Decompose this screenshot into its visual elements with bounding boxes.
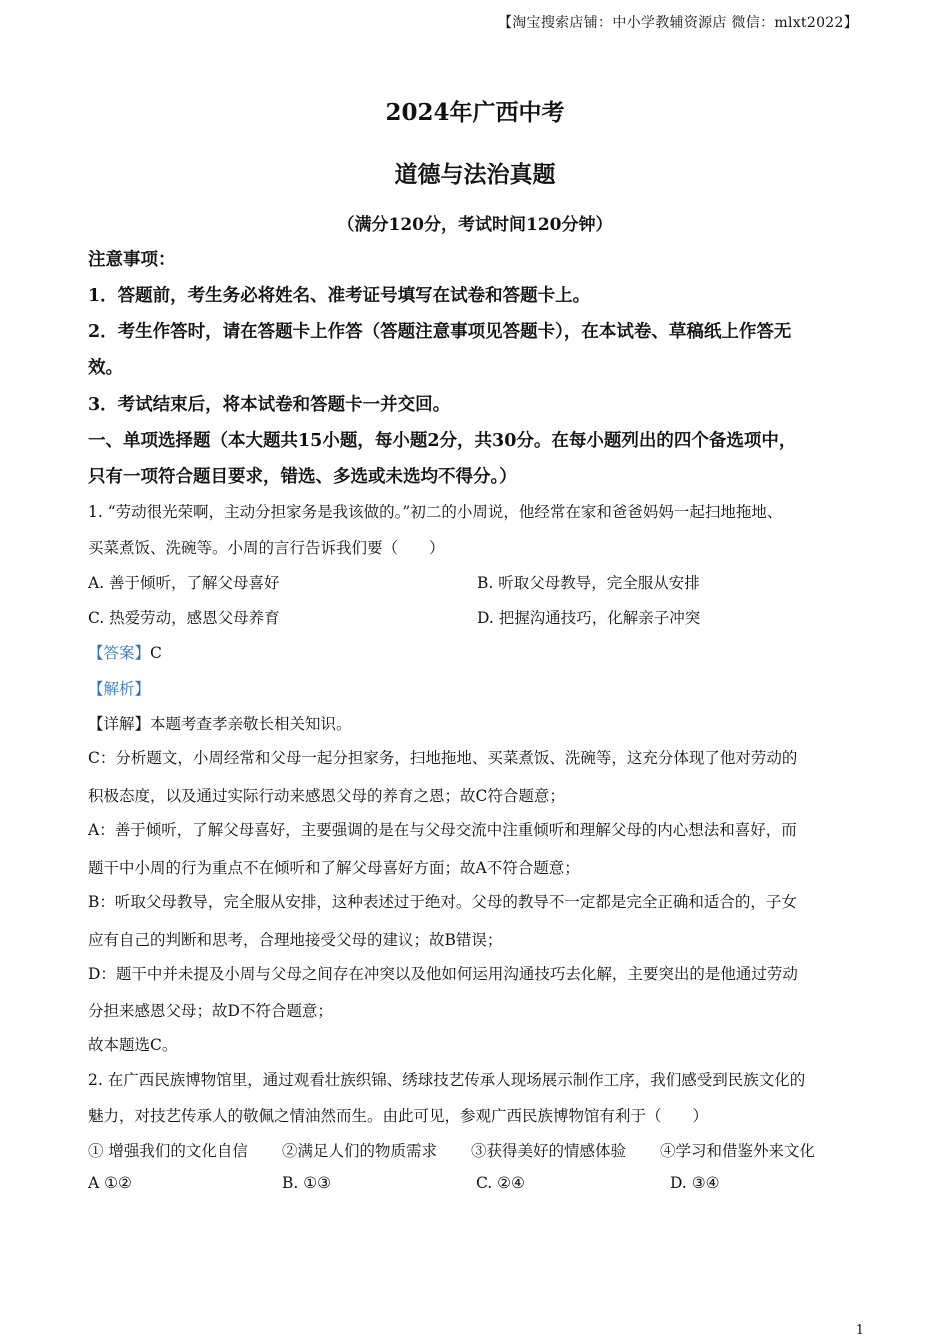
q1-conclusion: 故本题选C。 [88,1036,178,1054]
page-number: 1 [855,1323,864,1338]
notice-item-2-line2: 效。 [88,358,123,378]
notice-item-3: 3．考试结束后，将本试卷和答题卡一并交回。 [88,395,451,415]
exam-title: 2024年广西中考 [385,99,565,126]
q1-explain-d-line1: D：题干中并未提及小周与父母之间存在冲突以及他如何运用沟通技巧去化解，主要突出的是他通过劳动 [88,965,798,983]
q1-explain-c-line1: C：分析题文，小周经常和父母一起分担家务，扫地拖地、买菜煮饭、洗碗等，这充分体现了他对劳动的 [88,749,798,767]
q1-option-c: C. 热爱劳动，感恩父母养育 [88,609,280,627]
q1-explain-a-line2: 题干中小周的行为重点不在倾听和了解父母喜好方面；故A不符合题意； [88,859,580,877]
q2-statement-4: ④学习和借鉴外来文化 [659,1142,815,1160]
q2-option-c: C. ②④ [476,1174,525,1192]
q2-statement-1: ① 增强我们的文化自信 [88,1142,248,1160]
q2-option-b: B. ①③ [282,1174,332,1192]
q2-stem-line2: 魅力，对技艺传承人的敬佩之情油然而生。由此可见，参观广西民族博物馆有利于（ ） [88,1107,709,1125]
exam-subject-title: 道德与法治真题 [394,161,556,188]
notice-item-1: 1．答题前，考生务必将姓名、准考证号填写在试卷和答题卡上。 [88,286,591,306]
q1-stem-line1: 1. “劳动很光荣啊，主动分担家务是我该做的。”初二的小周说，他经常在家和爸爸妈妈一起扫地拖地、 [88,503,783,521]
section-heading-line1: 一、单项选择题（本大题共15小题，每小题2分，共30分。在每小题列出的四个备选项中， [88,431,797,451]
q1-option-d: D. 把握沟通技巧，化解亲子冲突 [477,609,701,627]
notice-heading: 注意事项： [88,250,176,270]
q2-option-d: D. ③④ [670,1174,720,1192]
answer-tag: 【答案】 [88,644,151,662]
q1-detail: 【详解】本题考查孝亲敬长相关知识。 [88,715,352,733]
notice-item-2-line1: 2．考生作答时，请在答题卡上作答（答题注意事项见答题卡），在本试卷、草稿纸上作答无 [88,322,792,342]
section-heading-line2: 只有一项符合题目要求，错选、多选或未选均不得分。） [88,467,517,487]
q2-statement-3: ③获得美好的情感体验 [470,1142,626,1160]
q2-statement-2: ②满足人们的物质需求 [281,1142,437,1160]
q1-answer [88,641,866,663]
q2-options [88,1174,866,1192]
q1-explain-b-line1: B：听取父母教导，完全服从安排，这种表述过于绝对。父母的教导不一定都是完全正确和适合的，子女 [88,893,797,911]
answer-value: C [150,644,162,662]
q2-statements [88,1139,866,1161]
exam-time-note: （满分120分，考试时间120分钟） [337,215,613,235]
q1-options-row2 [88,606,866,628]
header-note: 【淘宝搜索店铺：中小学教辅资源店 微信：mlxt2022】 [497,15,858,31]
analysis-tag: 【解析】 [88,680,151,698]
q1-explain-b-line2: 应有自己的判断和思考，合理地接受父母的建议；故B错误； [88,931,503,949]
q1-options-row1 [88,571,866,593]
q1-stem-line2: 买菜煮饭、洗碗等。小周的言行告诉我们要（ ） [88,539,445,557]
q1-option-a: A. 善于倾听，了解父母喜好 [88,574,280,592]
q1-explain-d-line2: 分担来感恩父母；故D不符合题意； [88,1002,333,1020]
q1-explain-c-line2: 积极态度，以及通过实际行动来感恩父母的养育之恩；故C符合题意； [88,787,565,805]
q2-option-a: A ①② [88,1174,132,1192]
q1-explain-a-line1: A：善于倾听，了解父母喜好，主要强调的是在与父母交流中注重倾听和理解父母的内心想法和喜好，而 [88,821,797,839]
q2-stem-line1: 2. 在广西民族博物馆里，通过观看壮族织锦、绣球技艺传承人现场展示制作工序，我们感受到民族文化的 [88,1071,806,1089]
q1-option-b: B. 听取父母教导，完全服从安排 [477,574,700,592]
